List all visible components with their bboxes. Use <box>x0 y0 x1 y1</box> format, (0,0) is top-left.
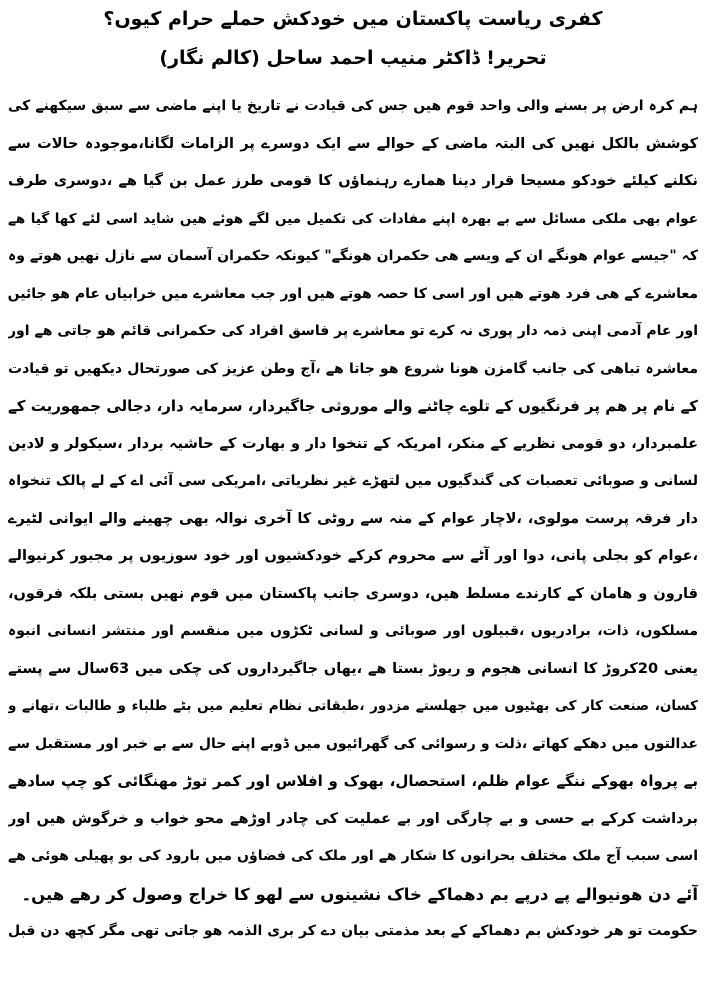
body-line: برداشت کرکے بے حسی و بے چارگی اور بے عملیت کی چادر اوڑھے محو خواب و خرگوش ھیں اور <box>8 810 698 827</box>
body-line: یعنی 20کروڑ کا انسانی ھجوم و ریوڑ بستا ھے ،یھاں جاگیرداروں کی چکی میں 63سال سے پستے <box>8 660 698 677</box>
body-line: حکومت تو ھر خودکش بم دھماکے کے بعد مذمتی بیان دے کر بری الذمہ ھو جاتی تھی مگر کچھ دن قبل <box>8 923 698 939</box>
body-line: کے نام پر ھم پر فرنگیوں کے تلوے چاٹنے والے موروثی جاگیردار، سرمایہ دار، دجالی جمھوریت کے <box>8 397 698 415</box>
body-line: بے پرواہ بھوکے ننگے عوام ظلم، استحصال، بھوک و افلاس اور کمر توڑ مھنگائی کو چپ سادھے <box>8 772 698 790</box>
article-body <box>8 88 698 951</box>
body-line: کسان، صنعت کار کی بھٹیوں میں جھلستے مزدور ،طبقاتی نظام تعلیم میں بٹے طلباء و طالبات ،تھانے و <box>8 698 698 714</box>
body-line: مسلکوں، ذات، برادریوں ،قبیلوں اور صوبائی و لسانی ٹکڑوں میں منقسم اور منتشر انسانی انبوہ <box>8 623 698 639</box>
body-line: معاشرے کے ھی فرد ھوتے ھیں اور اسی کا حصہ ھوتے ھیں اور جب معاشرے میں خرابیاں عام ھو جائیں <box>8 285 698 302</box>
article-title: کفری ریاست پاکستان میں خودکش حملے حرام کیوں؟ <box>103 8 603 30</box>
body-line: کہ "جیسے عوام ھونگے ان کے ویسے ھی حکمران ھونگے" کیونکہ حکمران آسمان سے نازل نھیں ھوتے وہ <box>8 248 698 264</box>
body-line: معاشرہ تباھی کی جانب گامزن ھونا شروع ھو جاتا ھے ،آج وطن عزیز کی صورتحال دیکھیں تو قیادت <box>8 360 698 377</box>
body-line: علمبردار، دو قومی نظریے کے منکر، امریکہ کے تنخوا دار و بھارت کے حاشیہ بردار ،سیکولر و لادین <box>8 435 698 452</box>
body-line: لسانی و صوبائی تعصبات کی گندگیوں میں لتھڑے غیر نظریاتی ،امریکی سی آئی اے کے لے پالک تنخواہ <box>8 473 698 489</box>
body-line: عوام بھی ملکی مسائل سے بے بھرہ اپنے مفادات کی تکمیل میں لگے ھوئے ھیں شاید اسی لئے کھا گیا ھے <box>8 210 698 227</box>
article-byline: تحریر! ڈاکٹر منیب احمد ساحل (کالم نگار) <box>159 47 547 69</box>
body-line: اور عام آدمی اپنی ذمہ دار پوری نہ کرے تو معاشرے پر فاسق افراد کی حکمرانی قائم ھو جاتی ھے اور <box>8 323 698 339</box>
body-line: آئے دن ھونیوالے پے درپے بم دھماکے خاک نشینوں سے لھو کا خراج وصول کر رھے ھیں۔ <box>21 884 698 904</box>
body-line: اسی سبب آج ملک مختلف بحرانوں کا شکار ھے اور ملک کی فضاؤں میں بارود کی بو پھیلی ھوئی ھے <box>8 848 698 864</box>
body-line: ہم کرہ ارض پر بسنے والی واحد قوم ھیں جس کی قیادت نے تاریخ یا اپنے ماضی سے سبق سیکھنے کی <box>8 98 698 114</box>
body-line: ،عوام کو بجلی پانی، دوا اور آٹے سے محروم کرکے خودکشیوں اور خود سوزیوں پر مجبور کرنیوالے <box>8 548 698 564</box>
body-line: دار فرقہ پرست مولوی، ،لاچار عوام کے منہ سے روٹی کا آخری نوالہ بھی چھینے والے ایوانی لٹیرے <box>8 510 698 527</box>
body-line: کوشش بالکل نھیں کی البتہ ماضی کے حوالے سے ایک دوسرے پر الزامات لگانا،موجودہ حالات سے <box>8 135 698 152</box>
body-line: عدالتوں میں دھکے کھاتے ،ذلت و رسوائی کی گھرائیوں میں ڈوبے اپنے حال سے بے خبر اور مستقبل سے <box>8 735 698 752</box>
body-line: نکلنے کیلئے خودکو مسیحا قرار دینا ھمارے رہنماؤں کا قومی طرز عمل بن گیا ھے ،دوسری طرف <box>8 173 698 189</box>
body-line: قارون و ھامان کے کارندے مسلط ھیں، دوسری جانب پاکستان میں قوم نھیں بستی بلکہ فرقوں، <box>8 585 698 602</box>
